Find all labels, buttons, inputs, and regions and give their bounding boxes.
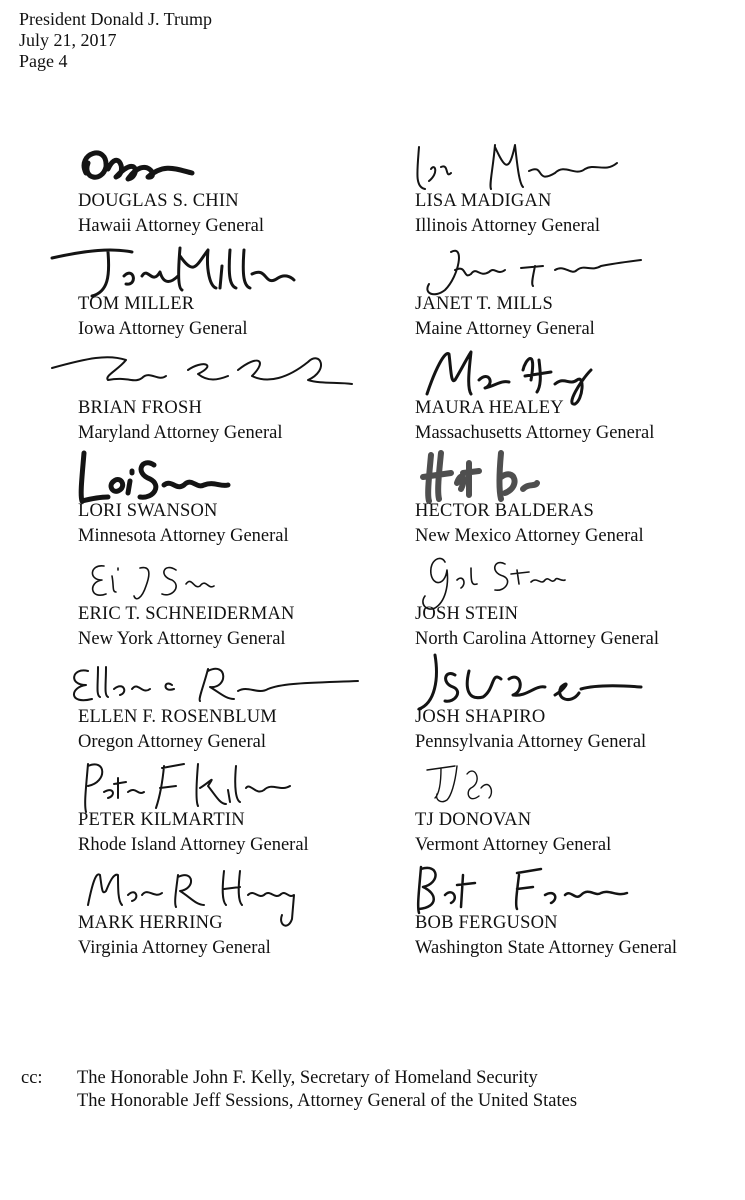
signatory-title: Washington State Attorney General [415, 938, 678, 958]
signature-block [415, 189, 735, 239]
signatory-title: Vermont Attorney General [415, 835, 612, 855]
signatory-title: Pennsylvania Attorney General [415, 732, 647, 752]
signatory-name: JOSH STEIN [415, 604, 519, 624]
signature-block [78, 602, 398, 652]
signatory-title: New York Attorney General [78, 629, 286, 649]
signatory-title: Illinois Attorney General [415, 216, 600, 236]
signatory-name: LORI SWANSON [78, 501, 218, 521]
date-line: July 21, 2017 [19, 30, 117, 50]
signatory-name: JOSH SHAPIRO [415, 707, 546, 727]
signatory-name: HECTOR BALDERAS [415, 501, 594, 521]
signatory-name: TJ DONOVAN [415, 810, 532, 830]
recipient-line: President Donald J. Trump [19, 9, 213, 29]
signatory-title: Rhode Island Attorney General [78, 835, 309, 855]
signature-block [415, 396, 735, 446]
signature-block [78, 808, 398, 858]
page-number: Page 4 [19, 51, 68, 71]
signatory-title: Massachusetts Attorney General [415, 423, 655, 443]
signatory-title: Minnesota Attorney General [78, 526, 289, 546]
signature-block [78, 396, 398, 446]
signatory-name: BOB FERGUSON [415, 913, 558, 933]
signatory-name: JANET T. MILLS [415, 294, 553, 314]
signatory-name: MAURA HEALEY [415, 398, 564, 418]
signatory-name: PETER KILMARTIN [78, 810, 245, 830]
signatory-title: Maine Attorney General [415, 319, 595, 339]
cc-label: cc: [21, 1068, 43, 1088]
cc-recipient: The Honorable John F. Kelly, Secretary of Homeland Security [77, 1068, 538, 1088]
signature-block [78, 499, 398, 549]
signature-block [415, 292, 735, 342]
signatory-title: Iowa Attorney General [78, 319, 248, 339]
signature-block [415, 499, 735, 549]
signatory-title: New Mexico Attorney General [415, 526, 644, 546]
signature-block [415, 911, 735, 961]
signatory-name: ERIC T. SCHNEIDERMAN [78, 604, 295, 624]
signatory-name: ELLEN F. ROSENBLUM [78, 707, 277, 727]
signatory-title: Oregon Attorney General [78, 732, 267, 752]
signature-block [415, 808, 735, 858]
cc-recipient: The Honorable Jeff Sessions, Attorney General of the United States [77, 1091, 578, 1111]
signature-block [78, 911, 398, 961]
signatory-title: Virginia Attorney General [78, 938, 271, 958]
signature-block [78, 292, 398, 342]
signature-block [415, 602, 735, 652]
letter-header [19, 9, 212, 72]
signature-block [78, 705, 398, 755]
signatory-name: TOM MILLER [78, 294, 195, 314]
signatory-title: North Carolina Attorney General [415, 629, 660, 649]
signatory-title: Hawaii Attorney General [78, 216, 264, 236]
signature-block [78, 189, 398, 239]
signatory-name: BRIAN FROSH [78, 398, 203, 418]
signatory-title: Maryland Attorney General [78, 423, 283, 443]
signatory-name: MARK HERRING [78, 913, 223, 933]
signature-block [415, 705, 735, 755]
signatory-name: DOUGLAS S. CHIN [78, 191, 239, 211]
signatory-name: LISA MADIGAN [415, 191, 552, 211]
